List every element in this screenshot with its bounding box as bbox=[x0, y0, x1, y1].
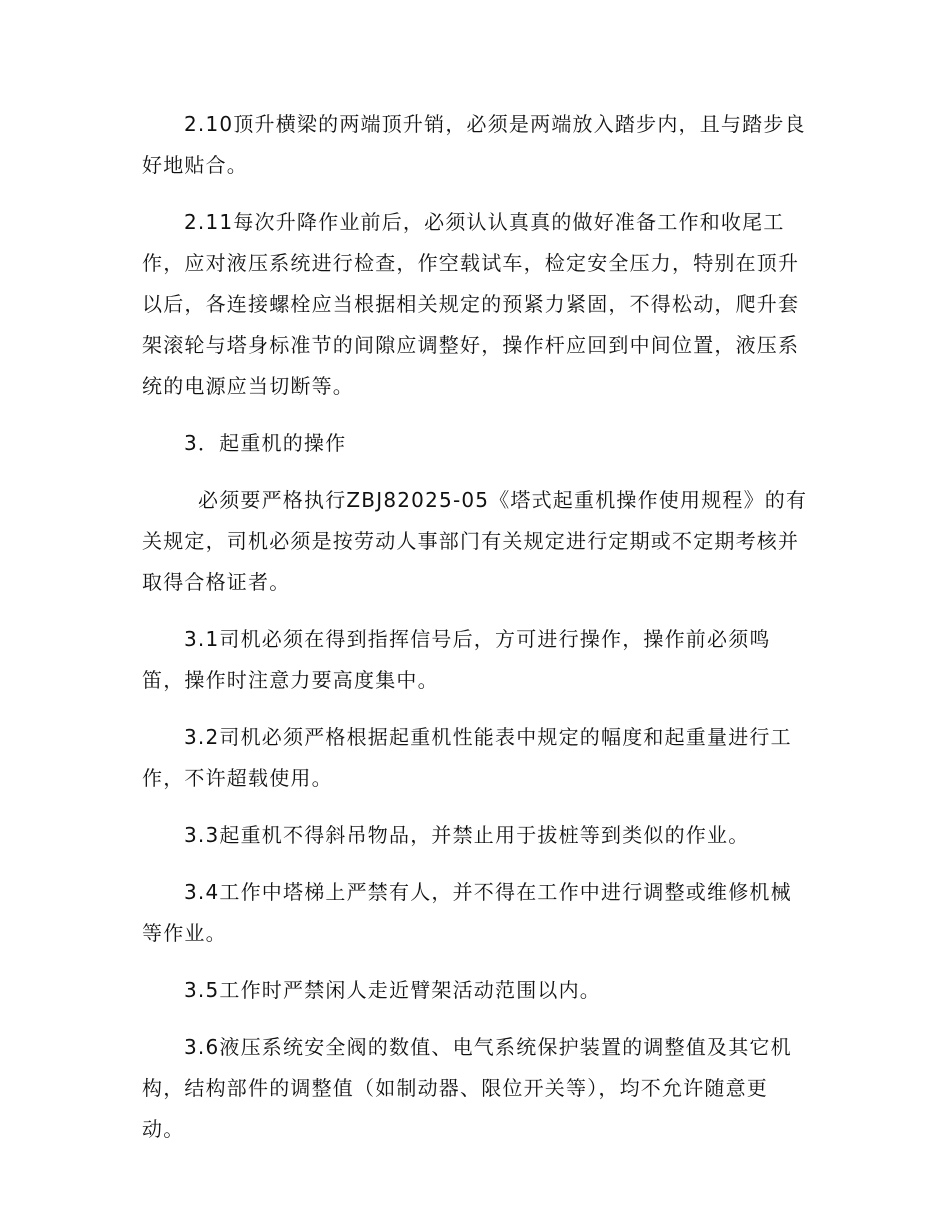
section-heading-3: 3．起重机的操作 bbox=[184, 431, 347, 455]
paragraph-section-3-intro: 必须要严格执行ZBJ82025-05《塔式起重机操作使用规程》的有关规定，司机必须是按劳动人事部门有关规定进行定期或不定期考核并取得合格证者。 bbox=[142, 488, 808, 594]
paragraph-3-1: 3.1司机必须在得到指挥信号后，方可进行操作，操作前必须鸣笛，操作时注意力要高度集中。 bbox=[142, 627, 771, 692]
paragraph-2-11: 2.11每次升降作业前后，必须认认真真的做好准备工作和收尾工作，应对液压系统进行检查，作空载试车，检定安全压力，特别在顶升以后，各连接螺栓应当根据相关规定的预紧力紧固，不得松动，爬升套架滚轮与塔身标准节的间隙应调整好，操作杆应回到中间位置，液压系统的电源应当切断等。 bbox=[142, 210, 800, 398]
paragraph-3-2: 3.2司机必须严格根据起重机性能表中规定的幅度和起重量进行工作，不许超载使用。 bbox=[142, 725, 792, 790]
paragraph-3-3: 3.3起重机不得斜吊物品，并禁止用于拔桩等到类似的作业。 bbox=[184, 823, 750, 847]
paragraph-3-5: 3.5工作时严禁闲人走近臂架活动范围以内。 bbox=[184, 978, 602, 1002]
document-body bbox=[142, 104, 810, 1150]
paragraph-3-4: 3.4工作中塔梯上严禁有人，并不得在工作中进行调整或维修机械等作业。 bbox=[142, 880, 792, 945]
paragraph-3-6: 3.6液压系统安全阀的数值、电气系统保护装置的调整值及其它机构，结构部件的调整值（如制动器、限位开关等），均不允许随意更动。 bbox=[142, 1035, 792, 1141]
paragraph-2-10: 2.10顶升横梁的两端顶升销，必须是两端放入踏步内，且与踏步良好地贴合。 bbox=[142, 112, 806, 177]
